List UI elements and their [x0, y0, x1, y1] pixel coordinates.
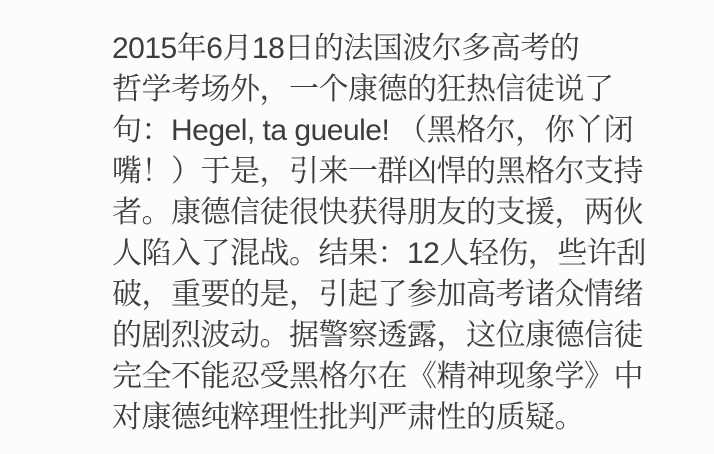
paragraph [112, 28, 672, 438]
text-line: 的剧烈波动。据警察透露，这位康德信徒 [112, 319, 643, 352]
text-line: 嘴！）于是，引来一群凶悍的黑格尔支持 [112, 155, 643, 188]
text-line: 对康德纯粹理性批判严肃性的质疑。 [112, 401, 584, 434]
text-line: 完全不能忍受黑格尔在《精神现象学》中 [112, 360, 643, 393]
text-line: 2015年6月18日的法国波尔多高考的 [112, 32, 580, 65]
text-line: 句：Hegel, ta gueule! （黑格尔，你丫闭 [112, 114, 634, 147]
text-line: 者。康德信徒很快获得朋友的支援，两伙 [112, 196, 643, 229]
text-line: 人陷入了混战。结果：12人轻伤，些许刮 [112, 237, 646, 270]
text-line: 破，重要的是，引起了参加高考诸众情绪 [112, 278, 643, 311]
text-line: 哲学考场外，一个康德的狂热信徒说了 [112, 73, 614, 106]
